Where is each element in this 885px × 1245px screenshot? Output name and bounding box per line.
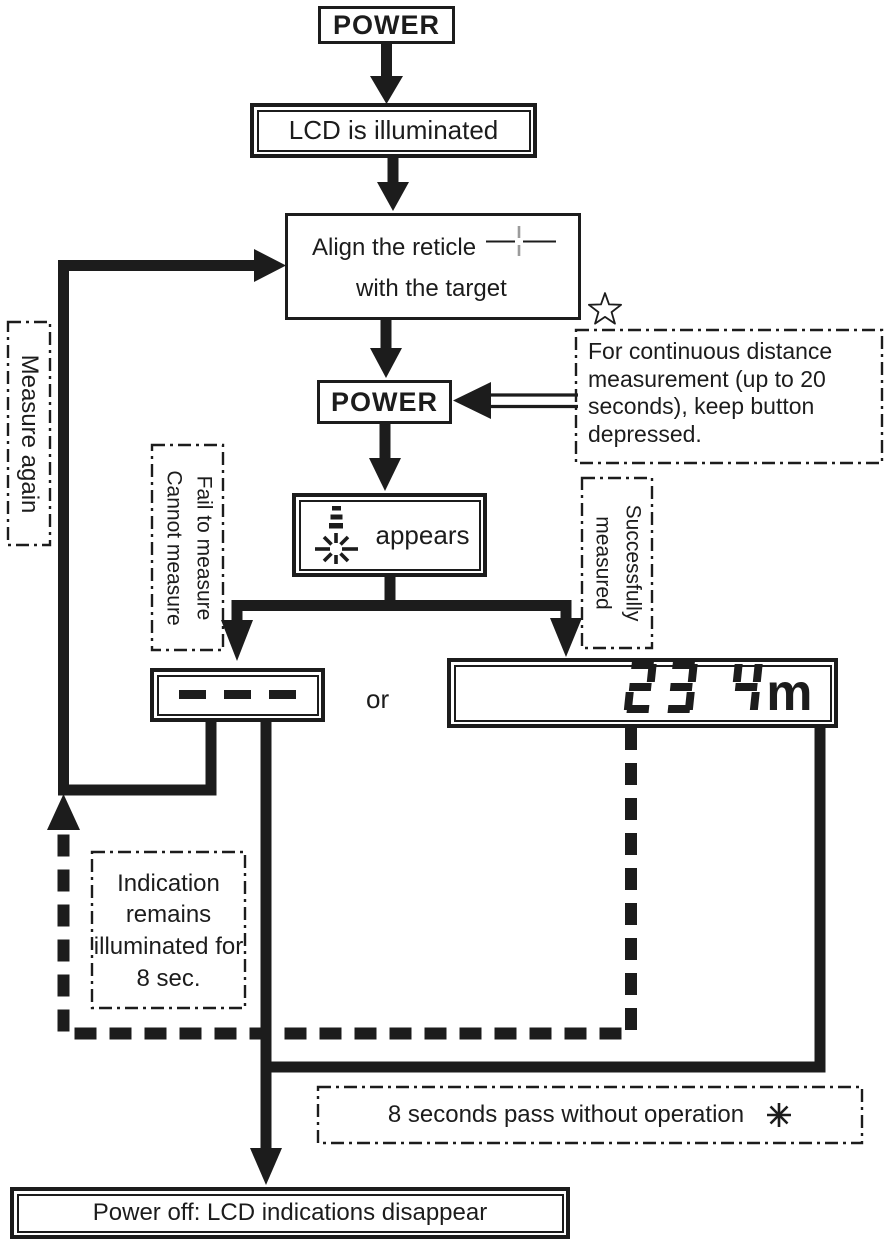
laser-appears-box [292, 493, 487, 577]
star-icon [588, 292, 622, 328]
power-button-mid [317, 380, 452, 424]
indication-note-text: Indication remains illuminated for 8 sec. [93, 869, 244, 992]
seven-segment-reading [623, 661, 763, 713]
success-line2-label: measured [591, 516, 614, 610]
lcd-illuminated-label: LCD is illuminated [288, 115, 499, 145]
arrowhead-lcd-to-align [377, 182, 409, 211]
align-reticle-box [285, 213, 581, 320]
asterisk-icon [766, 1102, 792, 1128]
reticle-icon [486, 226, 556, 256]
eight-seconds-note-text: 8 seconds pass without operation [387, 1101, 745, 1128]
arrowhead-power-off [250, 1148, 282, 1185]
power-button-top-label: POWER [332, 9, 440, 40]
power-button-mid-label: POWER [330, 386, 438, 417]
arrowhead-power-to-appears [369, 458, 401, 491]
distance-unit-label: m [766, 664, 812, 723]
fail-line1-label: Fail to measure [191, 475, 215, 620]
fail-line2-label: Cannot measure [161, 469, 185, 626]
laser-mark-icon [310, 505, 362, 565]
arrowhead-measure-again [254, 249, 286, 282]
power-off-label: Power off: LCD indications disappear [92, 1199, 488, 1226]
arrowhead-power-to-lcd [370, 76, 403, 104]
timeout-return-line [271, 728, 820, 1067]
align-line2-label: with the target [356, 275, 507, 302]
fail-measure-box [152, 445, 223, 650]
continuous-note-text: For continuous distance measurement (up to 20 seconds), keep button depressed. [588, 338, 833, 447]
success-line1-label: Successfully [621, 504, 645, 622]
align-line1-label: Align the reticle [312, 234, 477, 261]
branch-bar [237, 606, 566, 625]
measure-again-label: Measure again [16, 354, 43, 513]
eight-seconds-note-box [318, 1087, 862, 1143]
result-lcd-display [447, 658, 838, 728]
lcd-illuminated-box [250, 103, 537, 158]
power-button-top [318, 6, 455, 44]
power-off-box [10, 1187, 570, 1239]
appears-label: appears [375, 519, 470, 550]
fail-lcd-display [150, 668, 325, 722]
arrowhead-align-to-power [370, 348, 402, 378]
measure-again-box [8, 322, 50, 545]
arrowhead-branch-left [221, 620, 253, 661]
note-pointer-arrowhead [453, 382, 491, 419]
or-label: or [366, 684, 390, 714]
continuous-note-box [576, 330, 882, 463]
arrowhead-illuminated-loop-up [47, 794, 80, 830]
success-measure-box [582, 478, 652, 648]
indication-note-box [92, 852, 245, 1008]
arrowhead-branch-right [550, 618, 582, 657]
fail-display-dashes [170, 686, 305, 704]
